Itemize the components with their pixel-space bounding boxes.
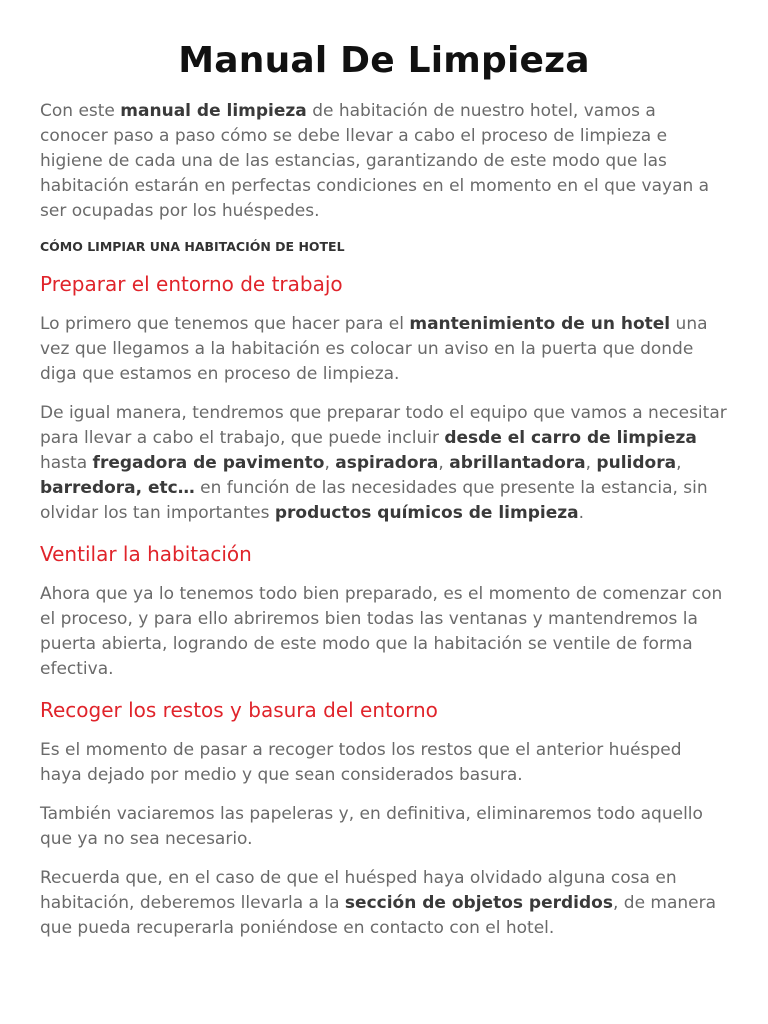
paragraph-preparar-2 [40, 401, 728, 526]
paragraph-recoger-2: También vaciaremos las papeleras y, en definitiva, eliminaremos todo aquello que ya no sea necesario. [40, 804, 703, 849]
text-run: hasta [40, 453, 93, 473]
bold-abrillantadora: abrillantadora [449, 453, 586, 473]
paragraph-recoger-3 [40, 866, 728, 941]
paragraph-recoger-1: Es el momento de pasar a recoger todos los restos que el anterior huésped haya dejado por medio y que sean considerados basura. [40, 740, 682, 785]
text-run: Recuerda que, en el caso de que el huésped haya olvidado alguna cosa en habitación, deberemos llevarla a la [40, 868, 677, 913]
bold-productos: productos químicos de limpieza [274, 503, 579, 523]
paragraph-preparar-1 [40, 312, 728, 387]
section-heading-preparar: Preparar el entorno de trabajo [40, 272, 343, 296]
page-title: Manual De Limpieza [178, 40, 590, 81]
bold-carro: desde el carro de limpieza [444, 428, 697, 448]
bold-pulidora: pulidora [596, 453, 677, 473]
text-run: Lo primero que tenemos que hacer para el [40, 314, 410, 334]
section-heading-ventilar: Ventilar la habitación [40, 542, 252, 566]
bold-link-manual: manual de limpieza [120, 101, 307, 121]
text-run: , [324, 453, 336, 473]
text-run: . [578, 503, 585, 523]
text-run: en función de las necesidades que presente la estancia, sin olvidar los tan importantes [40, 478, 708, 523]
intro-paragraph [40, 99, 728, 224]
text-run: Con este [40, 101, 121, 121]
text-run: , [438, 453, 450, 473]
text-run: De igual manera, tendremos que preparar todo el equipo que vamos a necesitar para llevar a cabo el trabajo, que puede incluir [40, 403, 727, 448]
bold-fregadora: fregadora de pavimento [92, 453, 325, 473]
text-run: , [676, 453, 682, 473]
paragraph-ventilar-1: Ahora que ya lo tenemos todo bien preparado, es el momento de comenzar con el proceso, y para ello abriremos bien todas las ventanas y mantendremos la puerta abierta, logrando de este modo que la habitación se ventile de forma efectiva. [40, 584, 723, 679]
section-kicker: CÓMO LIMPIAR UNA HABITACIÓN DE HOTEL [40, 239, 345, 254]
bold-barredora: barredora, etc… [40, 478, 195, 498]
text-run: una vez que llegamos a la habitación es colocar un aviso en la puerta que donde diga que estamos en proceso de limpieza. [40, 314, 708, 384]
bold-objetos-perdidos: sección de objetos perdidos [344, 893, 613, 913]
text-run: , [585, 453, 597, 473]
bold-mantenimiento: mantenimiento de un hotel [409, 314, 671, 334]
text-run: de habitación de nuestro hotel, vamos a conocer paso a paso cómo se debe llevar a cabo el proceso de limpieza e higiene de cada una de las estancias, garantizando de este modo que las habitación estarán en perfectas condiciones en el momento en el que vayan a ser ocupadas por los huéspedes. [40, 101, 710, 221]
section-heading-recoger: Recoger los restos y basura del entorno [40, 698, 438, 722]
bold-aspiradora: aspiradora [335, 453, 439, 473]
text-run: , de manera que pueda recuperarla poniéndose en contacto con el hotel. [40, 893, 717, 938]
